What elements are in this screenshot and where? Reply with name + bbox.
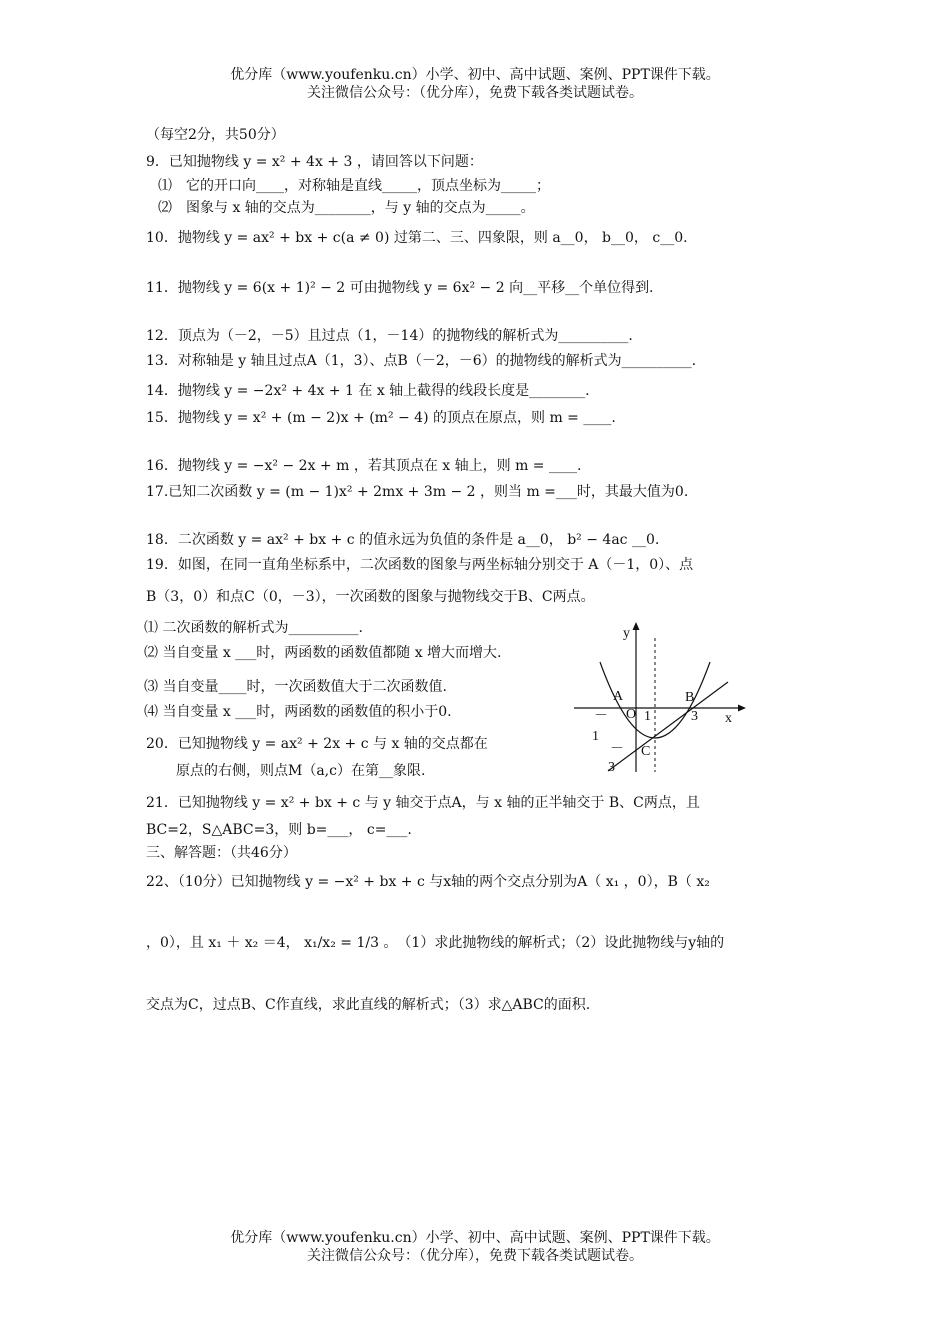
tick-neg3-sign: － bbox=[610, 742, 624, 757]
question-19-part-4: ⑷ 当自变量 x ___时，两函数的函数值的积小于0. bbox=[144, 704, 452, 720]
question-9: 9．已知抛物线 y = x² + 4x + 3 ，请回答以下问题： bbox=[146, 154, 483, 170]
tick-1-label: 1 bbox=[644, 709, 651, 724]
question-19-line-2: B（3，0）和点C（0，－3），一次函数的图象与抛物线交于B、C两点。 bbox=[146, 589, 595, 605]
question-21-line-2: BC=2，S△ABC=3，则 b=___， c=___. bbox=[146, 822, 412, 838]
question-18: 18．二次函数 y = ax² + bx + c 的值永远为负值的条件是 a__0， b² − 4ac __0. bbox=[146, 532, 660, 548]
question-20-line-2: 原点的右侧，则点M（a,c）在第__象限. bbox=[176, 763, 426, 779]
question-19-part-3: ⑶ 当自变量____时，一次函数值大于二次函数值. bbox=[144, 679, 447, 695]
question-22-line-2: ，0），且 x₁ ＋ x₂ ＝4， x₁/x₂ = 1/3 。 （1）求此抛物线的解析式；（2）设此抛物线与y轴的 bbox=[146, 935, 725, 951]
question-9-part-2: ⑵ 图象与 x 轴的交点为________，与 y 轴的交点为_____。 bbox=[158, 200, 535, 216]
y-axis-arrow bbox=[633, 622, 640, 630]
question-22-line-3: 交点为C，过点B、C作直线，求此直线的解析式；（3）求△ABC的面积. bbox=[146, 997, 591, 1013]
question-11: 11．抛物线 y = 6(x + 1)² − 2 可由抛物线 y = 6x² − 2 向__平移__个单位得到. bbox=[146, 280, 654, 296]
point-B-label: B bbox=[685, 690, 695, 705]
point-C-label: C bbox=[641, 744, 651, 759]
question-15: 15．抛物线 y = x² + (m − 2)x + (m² − 4) 的顶点在原点，则 m = ____. bbox=[146, 410, 616, 426]
question-19-part-1: ⑴ 二次函数的解析式为__________. bbox=[144, 620, 363, 636]
question-19-line-1: 19．如图，在同一直角坐标系中，二次函数的图象与两坐标轴分别交于 A（－1，0）、点 bbox=[146, 557, 694, 573]
question-14: 14．抛物线 y = −2x² + 4x + 1 在 x 轴上截得的线段长度是________. bbox=[146, 383, 590, 399]
footer-line-2: 关注微信公众号：（优分库），免费下载各类试题试卷。 bbox=[307, 1248, 643, 1264]
question-13: 13．对称轴是 y 轴且过点A（1，3）、点B（－2，－6）的抛物线的解析式为__________. bbox=[146, 353, 697, 369]
x-axis-arrow bbox=[738, 705, 746, 712]
question-17: 17.已知二次函数 y = (m − 1)x² + 2mx + 3m − 2 ，则当 m =___时，其最大值为0. bbox=[146, 484, 689, 500]
question-12: 12．顶点为（－2，－5）且过点（1，－14）的抛物线的解析式为__________. bbox=[146, 328, 633, 344]
question-10: 10．抛物线 y = ax² + bx + c(a ≠ 0) 过第二、三、四象限，则 a__0， b__0， c__0. bbox=[146, 230, 688, 246]
section-3-title: 三、解答题：（共46分） bbox=[146, 845, 297, 861]
question-21-line-1: 21．已知抛物线 y = x² + bx + c 与 y 轴交于点A，与 x 轴的正半轴交于 B、C两点，且 bbox=[146, 795, 700, 811]
header-line-1: 优分库（www.youfenku.cn）小学、初中、高中试题、案例、PPT课件下载。 bbox=[230, 67, 720, 83]
question-16: 16．抛物线 y = −x² − 2x + m ，若其顶点在 x 轴上，则 m = ____. bbox=[146, 458, 582, 474]
point-A-label: A bbox=[613, 689, 624, 704]
tick-neg3-number: 3 bbox=[608, 760, 615, 775]
parabola-figure bbox=[570, 618, 750, 776]
origin-label: O bbox=[626, 707, 637, 722]
question-22-line-1: 22、（10分）已知抛物线 y = −x² + bx + c 与x轴的两个交点分别为A（ x₁ ，0），B（ x₂ bbox=[146, 874, 710, 890]
y-axis-label: y bbox=[623, 626, 630, 641]
footer-line-1: 优分库（www.youfenku.cn）小学、初中、高中试题、案例、PPT课件下载。 bbox=[230, 1230, 720, 1246]
tick-3-label: 3 bbox=[691, 709, 698, 724]
question-9-part-1: ⑴ 它的开口向____，对称轴是直线_____，顶点坐标为_____； bbox=[158, 178, 550, 194]
header-line-2: 关注微信公众号：（优分库），免费下载各类试题试卷。 bbox=[307, 85, 643, 101]
tick-neg1-number: 1 bbox=[592, 729, 599, 744]
x-axis-label: x bbox=[725, 711, 732, 726]
tick-neg1-sign: － bbox=[594, 709, 608, 724]
section-fill-note: （每空2分，共50分） bbox=[146, 127, 285, 143]
line-through-B-C bbox=[608, 682, 728, 771]
question-20-line-1: 20．已知抛物线 y = ax² + 2x + c 与 x 轴的交点都在 bbox=[146, 736, 488, 752]
question-19-part-2: ⑵ 当自变量 x ___时，两函数的函数值都随 x 增大而增大. bbox=[144, 645, 502, 661]
